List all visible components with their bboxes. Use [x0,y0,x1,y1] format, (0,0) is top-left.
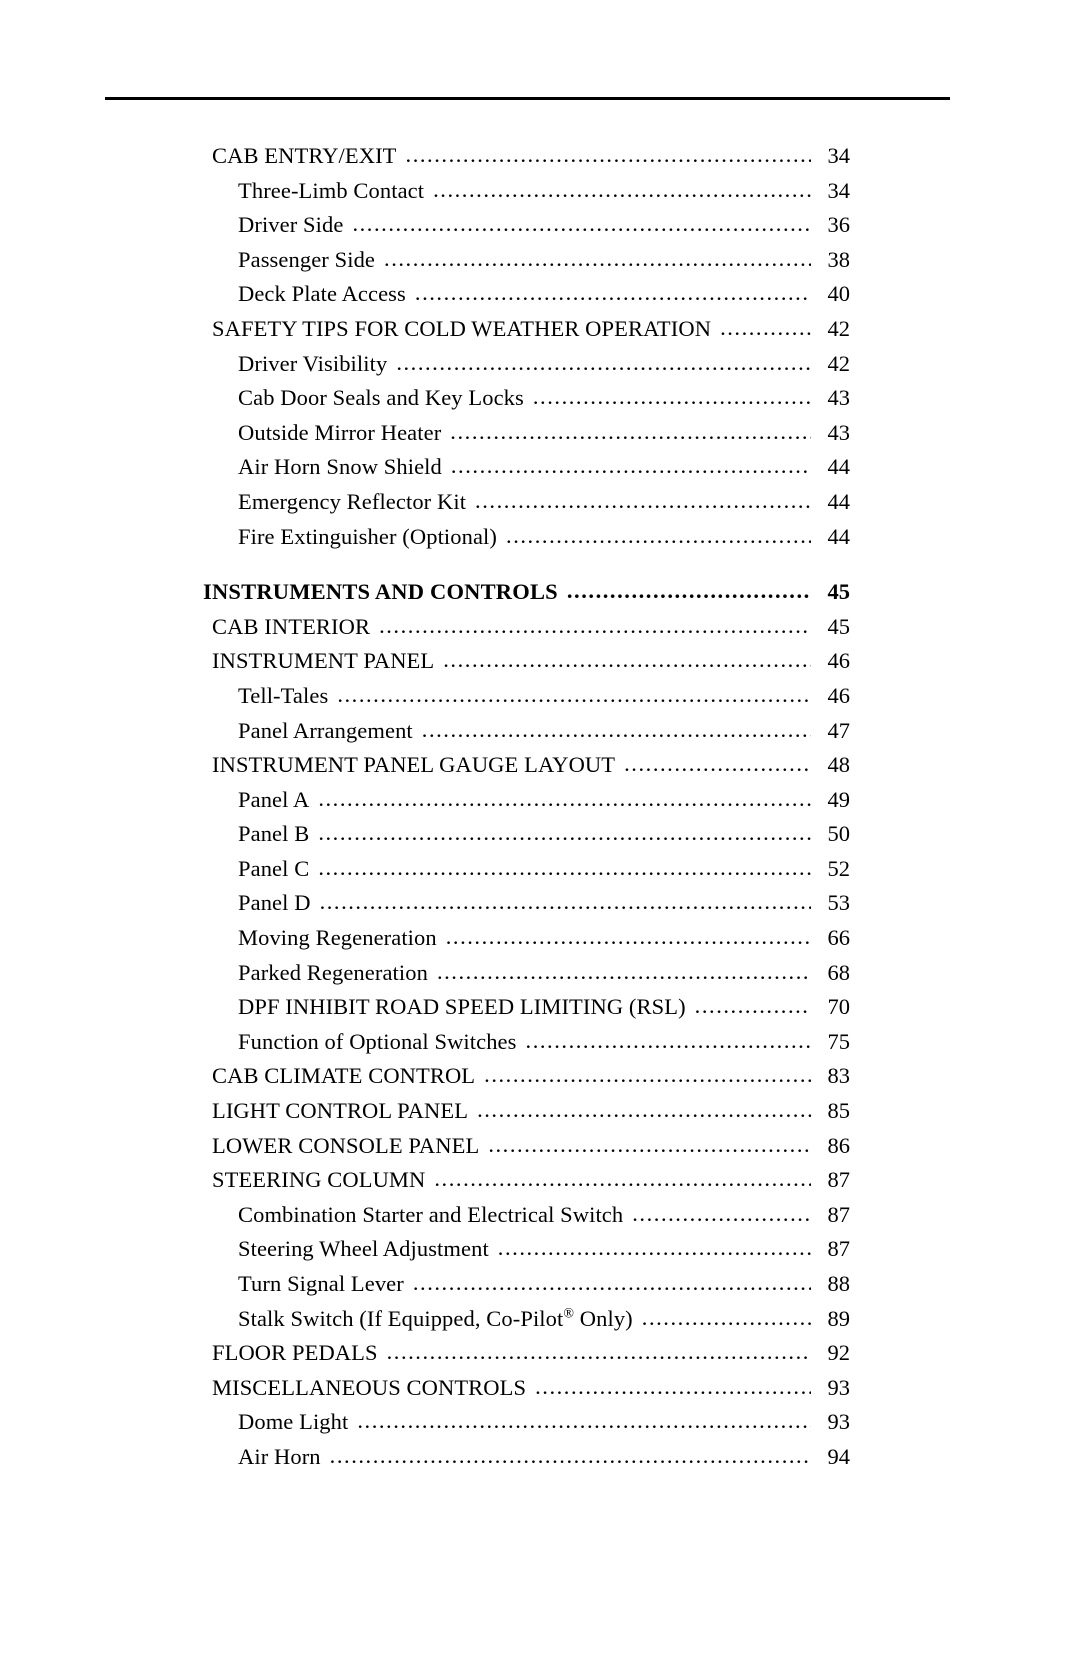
dot-leader [434,1168,811,1191]
toc-entry-page-number: 94 [827,1443,850,1469]
dot-leader [488,1134,811,1157]
toc-entry[interactable] [0,524,1069,559]
toc-entry-page-number: 43 [827,385,850,411]
toc-entry[interactable] [0,143,1069,178]
toc-entry[interactable] [0,1375,1069,1410]
dot-leader [535,1376,811,1399]
toc-entry[interactable] [0,281,1069,316]
toc-entry[interactable] [0,1236,1069,1271]
toc-entry-title: CAB CLIMATE CONTROL [212,1063,476,1089]
toc-entry-title: Driver Side [238,212,344,238]
toc-entry-title: Turn Signal Lever [238,1271,404,1296]
toc-entry-title: Fire Extinguisher (Optional) [238,523,498,549]
toc-entry-title: CAB INTERIOR [212,613,371,639]
toc-entry-title: Three-Limb Contact [238,177,425,203]
toc-entry-page-number: 83 [827,1063,850,1089]
toc-entry[interactable] [0,420,1069,455]
toc-entry[interactable] [0,454,1069,489]
toc-entry[interactable] [0,579,1069,614]
toc-entry-page-number: 85 [827,1098,850,1124]
toc-entry-title: Parked Regeneration [238,959,428,985]
table-of-contents-list [0,143,1069,1479]
toc-entry[interactable] [0,247,1069,282]
toc-entry-page-number: 42 [827,350,850,376]
toc-entry[interactable] [0,752,1069,787]
dot-leader [379,615,811,638]
toc-entry-title: Panel D [238,890,311,916]
toc-entry-page-number: 46 [827,648,850,674]
toc-entry-title: Panel A [238,786,310,812]
dot-leader [451,455,811,478]
dot-leader [318,822,811,845]
dot-leader [415,282,811,305]
toc-entry[interactable] [0,1271,1069,1306]
toc-entry-page-number: 40 [827,281,850,307]
toc-entry[interactable] [0,385,1069,420]
toc-entry-page-number: 87 [827,1236,850,1262]
toc-entry[interactable] [0,1409,1069,1444]
toc-entry-title [238,1306,633,1332]
toc-entry-title: INSTRUMENT PANEL GAUGE LAYOUT [212,752,616,778]
dot-leader [422,719,811,742]
toc-entry[interactable] [0,1167,1069,1202]
toc-entry-title: LIGHT CONTROL PANEL [212,1098,469,1124]
toc-entry[interactable] [0,787,1069,822]
dot-leader [642,1307,811,1330]
dot-leader [720,317,811,340]
toc-entry-page-number: 66 [827,925,850,951]
toc-entry-page-number: 75 [827,1028,850,1054]
toc-entry-title: DPF INHIBIT ROAD SPEED LIMITING (RSL) [238,994,686,1020]
dot-leader [352,213,811,236]
toc-entry-title: Dome Light [238,1409,349,1435]
dot-leader [695,995,811,1018]
toc-entry-page-number: 88 [827,1271,850,1296]
toc-entry-title: CAB ENTRY/EXIT [212,143,397,168]
toc-entry-title: Outside Mirror Heater [238,419,442,445]
dot-leader [384,248,811,271]
dot-leader [330,1445,811,1468]
dot-leader [477,1099,811,1122]
toc-entry[interactable] [0,683,1069,718]
toc-entry-page-number: 34 [827,143,850,168]
registered-trademark-mark: ® [563,1306,575,1322]
toc-entry-page-number: 49 [827,786,850,812]
dot-leader [567,580,811,603]
dot-leader [632,1203,811,1226]
dot-leader [484,1064,811,1087]
toc-entry-page-number: 42 [827,315,850,341]
toc-entry-page-number: 92 [827,1340,850,1366]
dot-leader [406,144,811,167]
toc-entry-page-number: 87 [827,1167,850,1193]
toc-entry-title: MISCELLANEOUS CONTROLS [212,1374,527,1400]
dot-leader [337,684,811,707]
toc-entry-title: STEERING COLUMN [212,1167,426,1193]
toc-entry[interactable] [0,1444,1069,1479]
toc-entry-title: Air Horn [238,1443,321,1469]
toc-entry-page-number: 45 [827,579,850,605]
toc-entry-title: Air Horn Snow Shield [238,454,442,480]
toc-entry-page-number: 53 [827,890,850,916]
toc-entry-title: Moving Regeneration [238,925,437,951]
toc-entry[interactable] [0,1063,1069,1098]
toc-entry-title: Passenger Side [238,246,376,272]
dot-leader [396,352,811,375]
toc-entry-page-number: 68 [827,959,850,985]
toc-entry-page-number: 52 [827,855,850,881]
toc-entry-title: Combination Starter and Electrical Switch [238,1201,624,1227]
toc-entry[interactable] [0,960,1069,995]
dot-leader [498,1237,811,1260]
dot-leader [413,1272,811,1295]
toc-entry-title: Tell-Tales [238,682,329,708]
toc-entry-page-number: 43 [827,419,850,445]
toc-entry-page-number: 38 [827,246,850,272]
toc-entry-title: LOWER CONSOLE PANEL [212,1132,480,1158]
toc-entry-page-number: 93 [827,1374,850,1400]
toc-entry-title: Cab Door Seals and Key Locks [238,385,524,411]
toc-entry-page-number: 89 [827,1305,850,1331]
dot-leader [433,179,811,202]
dot-leader [475,490,811,513]
toc-entry[interactable] [0,1133,1069,1168]
toc-entry-page-number: 47 [827,717,850,743]
dot-leader [624,753,811,776]
dot-leader [318,857,811,880]
toc-entry[interactable] [0,316,1069,351]
dot-leader [450,421,811,444]
toc-entry[interactable] [0,856,1069,891]
toc-entry-title: FLOOR PEDALS [212,1340,378,1366]
dot-leader [446,926,811,949]
toc-entry[interactable] [0,1098,1069,1133]
toc-entry-page-number: 70 [827,994,850,1020]
toc-entry-page-number: 86 [827,1132,850,1158]
dot-leader [437,961,811,984]
dot-leader [318,788,811,811]
toc-entry-title: Panel Arrangement [238,717,413,743]
toc-entry[interactable] [0,614,1069,649]
toc-entry-page-number: 45 [827,613,850,639]
toc-entry[interactable] [0,925,1069,960]
dot-leader [357,1410,811,1433]
toc-entry[interactable] [0,1306,1069,1341]
toc-entry[interactable] [0,648,1069,683]
toc-entry-page-number: 93 [827,1409,850,1435]
toc-entry-title: Steering Wheel Adjustment [238,1236,489,1262]
toc-entry-title: Function of Optional Switches [238,1028,517,1054]
toc-entry-title: Panel B [238,821,310,847]
toc-entry-title: Emergency Reflector Kit [238,488,467,514]
toc-entry-title: INSTRUMENTS AND CONTROLS [203,579,558,605]
toc-entry-page-number: 34 [827,177,850,203]
toc-entry-page-number: 50 [827,821,850,847]
toc-entry-title: SAFETY TIPS FOR COLD WEATHER OPERATION [212,315,712,341]
toc-entry-title: Driver Visibility [238,350,388,376]
toc-entry-page-number: 87 [827,1201,850,1227]
toc-entry[interactable] [0,212,1069,247]
dot-leader [320,891,811,914]
toc-entry-page-number: 36 [827,212,850,238]
toc-entry[interactable] [0,178,1069,213]
toc-entry[interactable] [0,1202,1069,1237]
toc-entry-page-number: 46 [827,682,850,708]
toc-entry-title: Deck Plate Access [238,281,406,307]
toc-entry[interactable] [0,489,1069,524]
toc-entry[interactable] [0,351,1069,386]
dot-leader [533,386,811,409]
toc-entry[interactable] [0,890,1069,925]
toc-entry-title: INSTRUMENT PANEL [212,648,435,674]
toc-entry[interactable] [0,1340,1069,1375]
dot-leader [506,525,811,548]
toc-entry-page-number: 44 [827,523,850,549]
header-rule [105,97,950,100]
toc-entry[interactable] [0,994,1069,1029]
toc-entry-title-text: Stalk Switch (If Equipped, Co-Pilot [238,1305,564,1331]
dot-leader [526,1030,811,1053]
toc-entry-page-number: 44 [827,454,850,480]
dot-leader [387,1341,811,1364]
dot-leader [443,649,811,672]
toc-entry-title: Panel C [238,855,310,881]
toc-entry-title-text-tail: Only) [574,1305,633,1331]
toc-entry[interactable] [0,1029,1069,1064]
toc-entry[interactable] [0,718,1069,753]
toc-entry-page-number: 48 [827,752,850,778]
toc-entry-page-number: 44 [827,488,850,514]
toc-entry[interactable] [0,821,1069,856]
